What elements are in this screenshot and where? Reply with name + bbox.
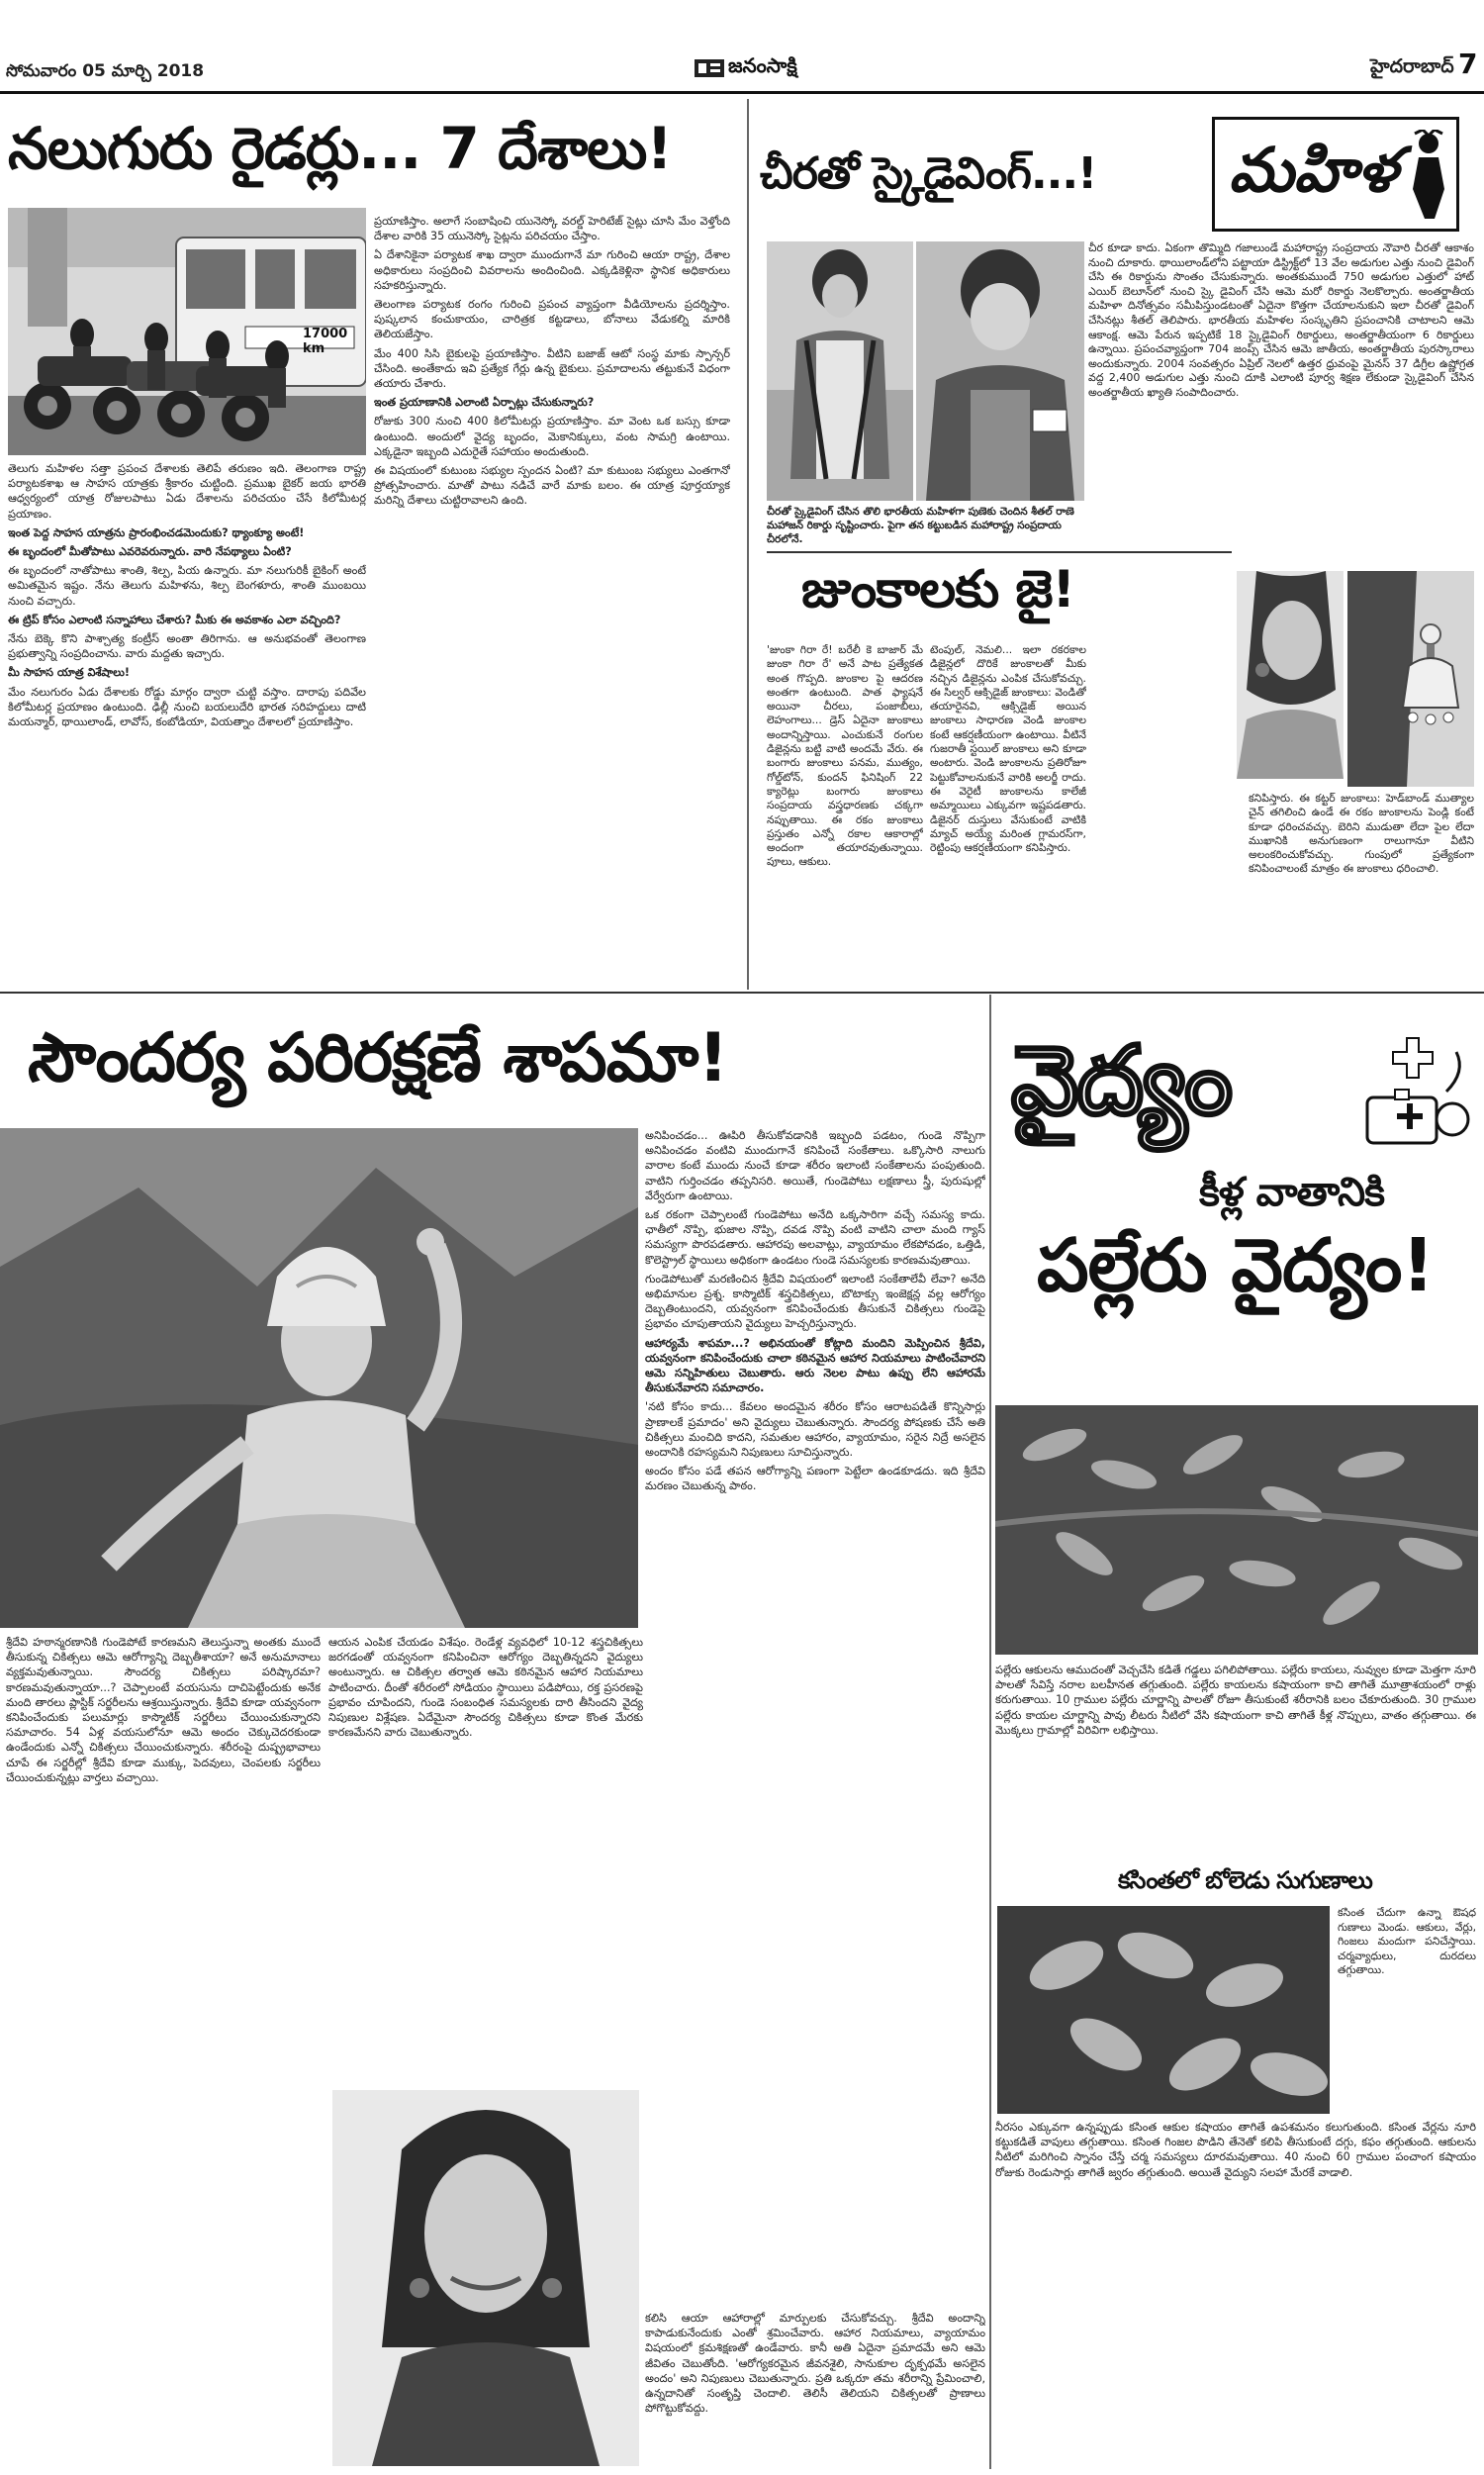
story1-question: ఈ బృందంలో మీతోపాటు ఎవరెవరున్నారు. వారి నేపథ్యాలు ఏంటి?: [8, 545, 292, 559]
story3-column-3: కనిపిస్తారు. ఈ కట్టర్ జుంకాలు: హెడ్‌బాండ్ ముత్యాల చైన్ తగిలించి ఉండే ఈ రకం జుంకాలను పెండ్లి కంటే కూడా ధరించవచ్చు. బెరిని ముడుతా లేదా పైల లేదా ముఖానికి అనుగుణంగా రాలుగానూ వీటిని అలంకరించుకోవచ్చు. గుంపులో ప్రత్యేకంగా కనిపించాలంటే మాత్రం ఈ జుంకాలు ధరించాలి.: [1249, 792, 1474, 876]
story4-para: అందం కోసం పడే తపన ఆరోగ్యాన్ని పణంగా పెట్టేలా ఉండకూడదు. ఇది శ్రీదేవి మరణం చెబుతున్న పాఠం.: [645, 1465, 985, 1493]
story2-headline: చీరతో స్కైడైవింగ్...!: [760, 148, 1097, 199]
story1-para: ఈ విషయంలో కుటుంబ సభ్యుల స్పందన ఏంటి? మా కుటుంబ సభ్యులు ఎంతగానో ప్రోత్సహించారు. మాతో పాటు నడిచే వారే మాకు బలం. ఈ యాత్ర పూర్తయ్యాక మరిన్ని దేశాలు చుట్టిరావాలని ఉంది.: [374, 464, 730, 508]
dancer-photo: [0, 1128, 638, 1628]
story4-right-column: [645, 1128, 985, 2306]
model-earring-photo-image: [1237, 571, 1344, 779]
story1-para: రోజుకు 300 నుంచి 400 కిలోమీటర్లు ప్రయాణిస్తాం. మా వెంట ఒక బస్సు కూడా ఉంటుంది. అందులో వైద్య బృందం, మెకానిక్కులు, వంట సామగ్రి ఉంటాయి. ఎక్కడైనా ఇబ్బంది ఎదురైతే సహాయం అందుతుంది.: [374, 415, 730, 458]
story4-bottom-column-1: శ్రీదేవి హఠాన్మరణానికి గుండెపోటే కారణమని తెలుస్తున్నా అంతకు ముందే తీసుకున్న చికిత్సలు ఆమె ఆరోగ్యాన్ని దెబ్బతీశాయా? అనే అనుమానాలు వ్యక్తమవుతున్నాయి. సౌందర్య చికిత్సలు పరిష్కారమా? కారణమవుతున్నాయా...? చెప్పాలంటే వయసును దాచిపెట్టేందుకు అనేక మంది తారలు ప్లాస్టిక్ సర్జరీలను ఆశ్రయిస్తున్నారు. శ్రీదేవి కూడా యవ్వనంగా కనిపించేందుకు పలుమార్లు కాస్మొటిక్ సర్జరీలు చేయించుకున్నారని సమాచారం. 54 ఏళ్ల వయసులోనూ ఆమె అందం చెక్కుచెదరకుండా ఉండేందుకు ఎన్నో చికిత్సలు చేయించుకున్నారు. శరీరంపై దుష్ప్రభావాలు చూపే ఈ సర్జరీల్లో శ్రీదేవి కూడా ముక్కు, పెదవులు, చెంపలకు సర్జరీలు చేయించుకున్నట్లు వార్తలు వచ్చాయి.: [6, 1636, 321, 1784]
story1-para: నేను బెక్కె కొని పాశ్చాత్య కంట్రీస్ అంతా తిరిగాను. ఆ అనుభవంతో తెలంగాణ ప్రభుత్వాన్ని సంప్రదించాను. వారు మద్దతు ఇచ్చారు.: [8, 632, 366, 661]
city: హైదరాబాద్: [1370, 55, 1454, 77]
story4-para: అనిపించడం... ఊపిరి తీసుకోవడానికి ఇబ్బంది పడటం, గుండె నొప్పిగా అనిపించడం వంటివి ముందుగానే కనిపించే సంకేతాలు. ఒక్కొసారి నాలుగు వారాల కంటే ముందు నుంచే కూడా శరీరం ఇలాంటి సంకేతాలను పంపుతుంది. వాటిని గుర్తించడం తప్పనిసరి. అయితే, గుండెపోటు లక్షణాలు స్త్రీ, పురుషుల్లో వేర్వేరుగా ఉంటాయి.: [645, 1129, 985, 1202]
palleru-plant-image: [995, 1405, 1478, 1655]
model-earring-photo: [1237, 571, 1344, 779]
section-rule: [0, 992, 1484, 994]
kasinta-plant-photo: [997, 1906, 1330, 2114]
header-rule: [0, 91, 1484, 94]
story4-subhead: ఆహార్యమే శాపమా...? అభినయంతో కోట్లాది మందిని మెప్పించిన శ్రీదేవి, యవ్వనంగా కనిపించేందుకు చాలా కఠినమైన ఆహార నియమాలు పాటించేవారని ఆమె సన్నిహితులు చెబుతారు. ఆరు నెలల పాటు ఉప్పు లేని ఆహారమే తీసుకునేవారని సమాచారం.: [645, 1336, 985, 1395]
jhumka-closeup-image: [1347, 571, 1474, 787]
column-divider: [747, 99, 749, 990]
vaidyam-section-logo: [1001, 1024, 1476, 1163]
skydiver-photo-1: [767, 241, 913, 501]
sridevi-portrait-photo: [332, 2090, 639, 2466]
story4-headline: సౌందర్య పరిరక్షణే శాపమా!: [28, 1019, 728, 1097]
story3-column-1: 'జుంకా గిరా రే! బరేలీ కె బాజార్ మే జుంకా గిరా రే' అనే పాట ప్రత్యేకత అంత గొప్పది. జుంకాల పై ఆదరణ అంతగా ఉంటుంది. పాత ఫ్యాషనే అయినా చీరలు, పంజాబీలు, లెహంగాలు... డ్రెస్ ఏదైనా జుంకాలు అందాన్నిస్తాయి. ఎంచుకునే రంగుల డిజైన్లను బట్టి వాటి అందమే వేరు. ఈ బంగారు జుంకాలు పనమ, ముత్యం, గోల్డ్‌టోన్, కుందన్ ఫినిషింగ్ 22 క్యారెట్లు బంగారు జుంకాలు సంప్రదాయ వస్త్రధారణకు చక్కగా నప్పుతాయి. ఈ రకం జుంకాలు ప్రస్తుతం ఎన్నో రకాల ఆకారాల్లో అందంగా తయారవుతున్నాయి. పూలు, ఆకులు.: [767, 643, 923, 869]
story1-para: ఏ దేశానికైనా పర్యాటక శాఖ ద్వారా ముందుగానే మా గురించి ఆయా రాష్ట్ర, దేశాల అధికారులు సంప్రదించి వివరాలను అందించింది. ఎక్కడికెళ్లినా స్థానిక అధికారులు సహకరిస్తున్నారు.: [374, 248, 730, 292]
story4-para: ఒక రకంగా చెప్పాలంటే గుండెపోటు అనేది ఒక్కసారిగా వచ్చే సమస్య కాదు. ఛాతీలో నొప్పి, భుజాల నొప్పి, దవడ నొప్పి వంటి వాటిని చాలా మంది గ్యాస్ సమస్యగా పొరపడతారు. ఆహారపు అలవాట్లు, వ్యాయామం లేకపోవడం, ఒత్తిడి, కొలెస్ట్రాల్ స్థాయిలు అధికంగా ఉండటం గుండె సమస్యలకు కారణమవుతాయి.: [645, 1208, 985, 1267]
story3-column-2: టెంపుల్, నెమలి... ఇలా రకరకాల డిజైన్లలో దొరికే జుంకాలతో మీకు నచ్చిన డిజైన్లను ఎంపిక చేసుకోవచ్చు. ఈ సిల్వర్ ఆక్సిడైజ్ జుంకాలు: వెండితో తయారైనవి, ఆక్సిడైజ్ అయిన జుంకాలు సాధారణ వెండి జుంకాల కంటే ఆకర్షణీయంగా ఉంటాయి. వీటినే గుజరాతీ స్టయిల్ జుంకాలు అని కూడా అంటారు. వెండి జుంకాలను ప్రతిరోజూ పెట్టుకోవాలనుకునే వారికి అలర్జీ రాదు. ఈ వెరైటీ జుంకాలను కాలేజీ అమ్మాయిలు ఎక్కువగా ఇష్టపడతారు. డిజైనర్ దుస్తులు వేసుకుంటే వాటికి మ్యాచ్ అయ్యే మరింత గ్లామరస్‌గా, రెట్టింపు ఆకర్షణీయంగా కనిపిస్తారు.: [930, 643, 1086, 855]
bus-distance-label: 17000 km: [303, 327, 348, 356]
story1-para: తెలుగు మహిళల సత్తా ప్రపంచ దేశాలకు తెలిపే తరుణం ఇది. తెలంగాణ రాష్ట్ర పర్యాటకశాఖ ఆ సాహస యాత్రకు శ్రీకారం చుట్టింది. ప్రముఖ బైకర్ జయ భారతి ఆధ్వర్యంలో యాత్ర రోజులపాటు ఏడు దేశాలను పరిచయం చేసే కిలోమీటర్ల ప్రయాణం.: [8, 462, 366, 521]
story5-subhead-2: కసింతలో బోలెడు సుగుణాలు: [1118, 1866, 1372, 1894]
sridevi-portrait-image: [332, 2090, 639, 2466]
story1-column-2: [374, 214, 730, 986]
dancer-photo-image: [0, 1128, 638, 1628]
column-divider: [989, 995, 991, 2469]
story5-subhead: కీళ్ల వాతానికి: [1199, 1170, 1384, 1215]
story1-para: ఈ బృందంలో నాతోపాటు శాంతి, శిల్ప, పియ ఉన్నారు. మా నలుగురికీ బైకింగ్ అంటే అమితమైన ఇష్టం. నేను తెలుగు మహిళను, శిల్ప బెంగళూరు, శాంతి ముంబయి నుంచి వచ్చారు.: [8, 564, 366, 608]
story2-caption: చీరతో స్కైడైవింగ్ చేసిన తొలి భారతీయ మహిళగా పుణెకు చెందిన శీతల్ రాణె మహాజన్ రికార్డు సృష్టించారు. పైగా తన కట్టుబడిన మహారాష్ట్ర సంప్రదాయ చీరలోనే.: [767, 506, 1074, 545]
mahila-logo-text: మహిళ: [1229, 134, 1398, 206]
story5-side-text: కసింత చేదుగా ఉన్నా ఔషధ గుణాలు మెండు. ఆకులు, వేర్లు, గింజలు మందుగా పనిచేస్తాయి. చర్మవ్యాధులు, దురదలు తగ్గుతాయి.: [1338, 1906, 1476, 1976]
story5-body-2: నీరసం ఎక్కువగా ఉన్నప్పుడు కసింత ఆకుల కషాయం తాగితే ఉపశమనం కలుగుతుంది. కసింత వేర్లను నూరి కట్టుకడితే వాపులు తగ్గుతాయి. కసింత గింజల పొడిని తేనెతో కలిపి తీసుకుంటే దగ్గు, కఫం తగ్గుతుంది. ఆకులను నీటిలో మరిగించి స్నానం చేస్తే చర్మ సమస్యలు దూరమవుతాయి. 40 నుంచి 60 గ్రాముల పంచాంగ కషాయం రోజుకు రెండుసార్లు తాగితే జ్వరం తగ్గుతుంది. అయితే వైద్యుని సలహా మేరకే వాడాలి.: [995, 2121, 1476, 2179]
mahila-section-logo: [1212, 117, 1459, 232]
story1-question: ఈ ట్రిప్ కోసం ఎలాంటి సన్నాహాలు చేశారు? మీకు ఈ అవకాశం ఎలా వచ్చింది?: [8, 613, 341, 626]
skydiver-photo-1-image: [767, 241, 913, 501]
skydiver-photo-2-image: [916, 241, 1084, 501]
story1-para: తెలంగాణ పర్యాటక రంగం గురించి ప్రపంచ వ్యాప్తంగా వీడియోలను ప్రదర్శిస్తాం. పుష్కలాన కంచుకాయం, చారిత్రక కట్టడాలు, బోనాలు వేడుకల్ని మారికి తెలియజేస్తాం.: [374, 298, 730, 341]
issue-date: సోమవారం 05 మార్చి 2018: [6, 61, 205, 81]
riders-photo: [8, 208, 366, 455]
story1-headline: నలుగురు రైడర్లు... 7 దేశాలు!: [8, 115, 672, 182]
kasinta-plant-image: [997, 1906, 1330, 2114]
story1-para: మేం 400 సిసి బైకులపై ప్రయాణిస్తాం. వీటిని బజాజ్ ఆటో సంస్థ మాకు స్పాన్సర్ చేసింది. అంతేకాదు ఇవి ప్రత్యేక గేర్లు ఉన్న బైకులు. ప్రమాదాలను తట్టుకునే విధంగా తయారు చేశారు.: [374, 346, 730, 391]
medicine-kit-icon: [1357, 1032, 1474, 1157]
story3-headline: జుంకాలకు జై!: [801, 560, 1075, 619]
jhumka-closeup-photo: [1347, 571, 1474, 787]
page-number: 7: [1458, 48, 1478, 80]
story1-question: మీ సాహస యాత్ర విశేషాలు!: [8, 666, 131, 680]
story1-para: మేం నలుగురం ఏడు దేశాలకు రోడ్డు మార్గం ద్వారా చుట్టి వస్తాం. దారాపు పదివేల కిలోమీటర్ల ప్రయాణం ఉంటుంది. ఢిల్లీ నుంచి బయలుదేరి భారత సరిహద్దులు దాటి మయన్మార్, థాయిలాండ్, లావోస్, కంబోడియా, వియత్నాం దేశాలలో ప్రయాణిస్తాం.: [8, 685, 366, 729]
story1-question: ఇంత ప్రయాణానికి ఎలాంటి ఏర్పాట్లు చేసుకున్నారు?: [374, 396, 595, 410]
story4-bottom-column-3: కలిసి ఆయా ఆహారాల్లో మార్పులకు చేసుకోవచ్చు. శ్రీదేవి అందాన్ని కాపాడుకునేందుకు ఎంతో శ్రమించేవారు. ఆహార నియమాలు, వ్యాయామం విషయంలో క్రమశిక్షణతో ఉండేవారు. కానీ అతి ఏదైనా ప్రమాదమే అని ఆమె జీవితం చెబుతోంది. 'ఆరోగ్యకరమైన జీవనశైలి, సానుకూల దృక్పథమే అసలైన అందం' అని నిపుణులు చెబుతున్నారు. ప్రతి ఒక్కరూ తమ శరీరాన్ని ప్రేమించాలి, ఉన్నదానితో సంతృప్తి చెందాలి. తెలిసీ తెలియని చికిత్సలతో ప్రాణాలు పోగొట్టుకోవద్దు.: [645, 2312, 985, 2416]
story4-para: గుండెపోటుతో మరణించిన శ్రీదేవి విషయంలో ఇలాంటి సంకేతాలేవీ లేవా? అనేది అభిమానుల ప్రశ్న. కాస్మొటిక్ శస్త్రచికిత్సలు, బొటాక్సు ఇంజెక్షన్ల వల్ల ఆరోగ్యం దెబ్బతింటుందని, యవ్వనంగా కనిపించేందుకు తీసుకునే చికిత్సలు గుండెపై ప్రభావం చూపుతాయని వైద్యులు హెచ్చరిస్తున్నారు.: [645, 1272, 985, 1331]
story5-headline: పల్లేరు వైద్యం!: [1037, 1223, 1435, 1308]
paper-name: జనంసాక్షి: [728, 53, 797, 77]
story1-para: ప్రయాణిస్తాం. అలాగే సంబాషించి యునెస్కో వరల్డ్ హెరిటేజ్ సైట్లు చూసి మేం వెళ్తోంది దేశాల వారికి 35 యునెస్కో సైట్లను పరిచయం చేస్తాం.: [374, 215, 730, 243]
paper-logo-icon: [693, 53, 726, 83]
paper-logo: [693, 51, 821, 85]
woman-figure-icon: [1405, 130, 1452, 221]
skydiver-photo-2: [916, 241, 1084, 501]
story2-body: చీర కూడా కాదు. ఏకంగా తొమ్మిది గజాలుండే మహారాష్ట్ర సంప్రదాయ నౌవారి చీరతో ఆకాశం నుంచి దూకారు. థాయిలాండ్‌లోని పట్టాయా డిస్ట్రిక్ట్‌లో 13 వేల అడుగుల ఎత్తు నుంచి డైవింగ్ చేసి ఈ రికార్డును సొంతం చేసుకున్నారు. అంతకుముందే 750 అడుగుల ఎత్తులో హాట్ ఎయిర్ బెలూన్‌లో నుంచి స్కై డైవింగ్ చేసి ఆమె మరో రికార్డు నెలకొల్పారు. అంతర్జాతీయ మహిళా దినోత్సవం సమీపిస్తుండటంతో ఏదైనా కొత్తగా చేయాలనుకుని ఇలా చీరతో డైవింగ్ చేసినట్లు శీతల్ తెలిపారు. భారతీయ మహిళల సంస్కృతిని ప్రపంచానికి చాటాలని ఆమె ఆకాంక్ష. ఆమె పేరున ఇప్పటికే 18 స్కైడైవింగ్ రికార్డులు, అంతర్జాతీయంగా 6 రికార్డులు ఉన్నాయి. ప్రపంచవ్యాప్తంగా 704 జంప్స్ చేసిన ఆమె జాతీయ, అంతర్జాతీయ పురస్కారాలు అందుకున్నారు. 2004 సంవత్సరం ఏప్రిల్ నెలలో ఉత్తర ధ్రువంపై మైనస్ 37 డిగ్రీల ఉష్ణోగ్రత వద్ద 2,400 అడుగుల ఎత్తు నుంచి దూకి ఎలాంటి పూర్వ శిక్షణ లేకుండా స్కైడైవింగ్ చేసిన అంతర్జాతీయ ఖ్యాతి సంపాదించారు.: [1088, 241, 1474, 399]
story4-para: 'నటి కోసం కాదు... కేవలం అందమైన శరీరం కోసం ఆరాటపడితే కొన్నిసార్లు ప్రాణాలకే ప్రమాదం' అని వైద్యులు చెబుతున్నారు. సౌందర్య పోషణకు చేసే అతి చికిత్సలు మంచిది కాదని, సమతుల ఆహారం, వ్యాయామం, సరైన నిద్రే అసలైన అందానికి రహస్యమని నిపుణులు సూచిస్తున్నారు.: [645, 1400, 985, 1460]
story3-rule: [767, 551, 1232, 553]
palleru-plant-photo: [995, 1405, 1478, 1655]
story4-bottom-column-2: ఆయన ఎంపిక చేయడం విశేషం. రెండేళ్ల వ్యవధిలో 10-12 శస్త్రచికిత్సలు జరగడంతో యవ్వనంగా కనిపించినా ఆరోగ్యం దెబ్బతిన్నదని వైద్యులు అంటున్నారు. ఆ చికిత్సల తర్వాత ఆమె కఠినమైన ఆహార నియమాలు పాటించారు. దీంతో శరీరంలో సోడియం స్థాయిలు పడిపోయి, రక్త ప్రసరణపై ప్రభావం చూపిందని, గుండె సంబంధిత సమస్యలకు దారి తీసిందని వైద్య నిపుణుల విశ్లేషణ. ఏదేమైనా సౌందర్య చికిత్సలు కూడా కొంత మేరకు కారణమేనని వారు చెబుతున్నారు.: [328, 1636, 643, 1740]
story1-question: ఇంత పెద్ద సాహస యాత్రను ప్రారంభించడమెందుకు? థ్యాంక్యూ అంటే!: [8, 525, 305, 539]
story5-body: పల్లేరు ఆకులను ఆముదంతో వెచ్చచేసి కడితే గడ్డలు పగిలిపోతాయి. పల్లేరు కాయలు, నువ్వుల కూడా మెత్తగా నూరి పాలతో సేవిస్తే నరాల బలహీనత తగ్గుతుంది. పల్లేరు కాయలను కషాయంగా కాచి తాగితే మూత్రాశయంలో రాళ్లు కరుగుతాయి. 10 గ్రాముల పల్లేరు చూర్ణాన్ని పాలతో రోజూ తీసుకుంటే శరీరానికి బలం చేకూరుతుంది. 30 గ్రాముల పల్లేరు కాయల చూర్ణాన్ని పావు లీటరు నీటిలో వేసి కషాయంగా కాచి తాగితే కీళ్ల నొప్పులు, వాతం తగ్గుతాయి. ఈ మొక్కలు గ్రామాల్లో విరివిగా లభిస్తాయి.: [995, 1664, 1476, 1737]
vaidyam-logo-text: వైద్యం: [1011, 1024, 1231, 1136]
